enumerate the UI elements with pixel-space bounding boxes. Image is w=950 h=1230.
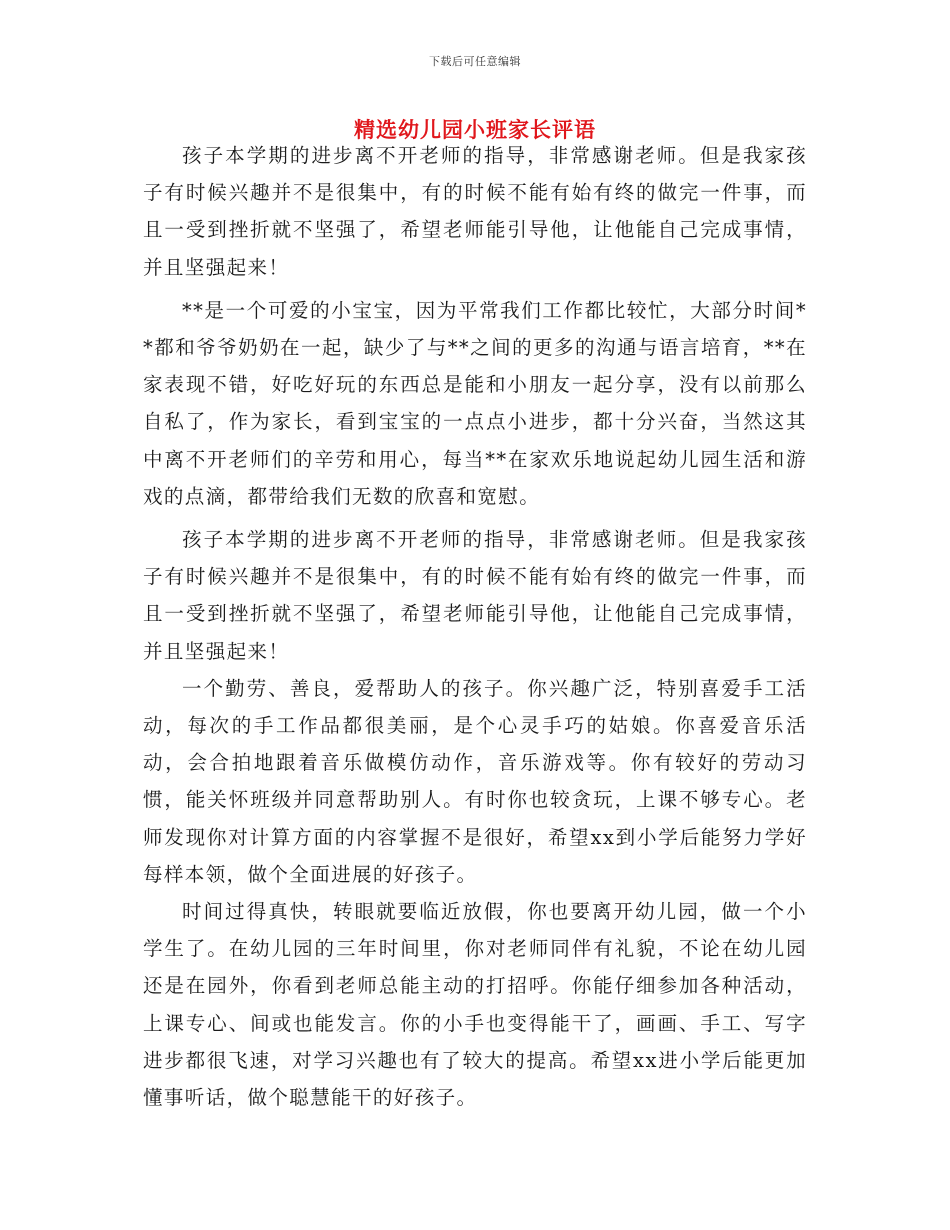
paragraph-4: 一个勤劳、善良，爱帮助人的孩子。你兴趣广泛，特别喜爱手工活动，每次的手工作品都很美丽，是个心灵手巧的姑娘。你喜爱音乐活动，会合拍地跟着音乐做模仿动作，音乐游戏等。你有较好的劳动习惯，能关怀班级并同意帮助别人。有时你也较贪玩，上课不够专心。老师发现你对计算方面的内容掌握不是很好，希望xx到小学后能努力学好每样本领，做个全面进展的好孩子。 — [143, 676, 807, 886]
paragraph-1: 孩子本学期的进步离不开老师的指导，非常感谢老师。但是我家孩子有时候兴趣并不是很集中，有的时候不能有始有终的做完一件事，而且一受到挫折就不坚强了，希望老师能引导他，让他能自己完成事情，并且坚强起来！ — [143, 144, 807, 279]
paragraph-5: 时间过得真快，转眼就要临近放假，你也要离开幼儿园，做一个小学生了。在幼儿园的三年时间里，你对老师同伴有礼貌，不论在幼儿园还是在园外，你看到老师总能主动的打招呼。你能仔细参加各种活动，上课专心、间或也能发言。你的小手也变得能干了，画画、手工、写字进步都很飞速，对学习兴趣也有了较大的提高。希望xx进小学后能更加懂事听话，做个聪慧能干的好孩子。 — [143, 900, 807, 1110]
paragraph-2: **是一个可爱的小宝宝，因为平常我们工作都比较忙，大部分时间**都和爷爷奶奶在一起，缺少了与**之间的更多的沟通与语言培育，**在家表现不错，好吃好玩的东西总是能和小朋友一起分享，没有以前那么自私了，作为家长，看到宝宝的一点点小进步，都十分兴奋，当然这其中离不开老师们的辛劳和用心，每当**在家欢乐地说起幼儿园生活和游戏的点滴，都带给我们无数的欣喜和宽慰。 — [143, 298, 807, 508]
document-title: 精选幼儿园小班家长评语 — [354, 117, 596, 142]
header-note: 下载后可任意编辑 — [429, 55, 521, 68]
paragraph-3: 孩子本学期的进步离不开老师的指导，非常感谢老师。但是我家孩子有时候兴趣并不是很集中，有的时候不能有始有终的做完一件事，而且一受到挫折就不坚强了，希望老师能引导他，让他能自己完成事情，并且坚强起来！ — [143, 528, 807, 663]
document-body — [143, 137, 807, 1116]
